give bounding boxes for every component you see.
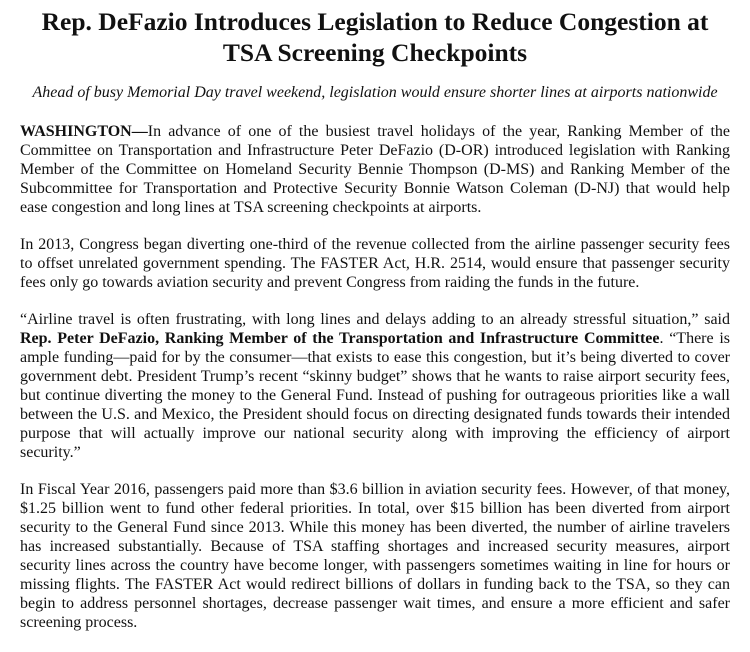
paragraph-funding: In Fiscal Year 2016, passengers paid more than $3.6 billion in aviation security fees. However, of that money, $1.25 billion went to fund other federal priorities. In total, over $15 billion has been diverted from airport security to the General Fund since 2013. While this money has been diverted, the number of airline travelers has increased substantially. Because of TSA staffing shortages and increased security measures, airport security lines across the country have become longer, with passengers sometimes waiting in line for hours or missing flights. The FASTER Act would redirect billions of dollars in funding back to the TSA, so they can begin to address personnel shortages, decrease passenger wait times, and ensure a more efficient and safer screening process. — [20, 481, 730, 631]
quote-continuation: . “There is ample funding—paid for by the consumer—that exists to ease this congestion, but it’s being diverted to cover government debt. President Trump’s recent “skinny budget” shows that he wants to raise airport security fees, but continue diverting the money to the General Fund. Instead of pushing for outrageous priorities like a wall between the U.S. and Mexico, the President should focus on directing designated funds towards their intended purpose that will actually improve our national security along with improving the efficiency of airport security.” — [20, 330, 730, 461]
paragraph-quote — [20, 310, 730, 462]
paragraph-intro-text: In advance of one of the busiest travel holidays of the year, Ranking Member of the Committee on Transportation and Infrastructure Peter DeFazio (D-OR) introduced legislation with Ranking Member of the Committee on Homeland Security Bennie Thompson (D-MS) and Ranking Member of the Subcommittee for Transportation and Protective Security Bonnie Watson Coleman (D-NJ) that would help ease congestion and long lines at TSA screening checkpoints at airports. — [20, 123, 730, 216]
headline: Rep. DeFazio Introduces Legislation to Reduce Congestion at TSA Screening Checkpoints — [41, 7, 709, 67]
paragraph-background: In 2013, Congress began diverting one-third of the revenue collected from the airline passenger security fees to offset unrelated government spending. The FASTER Act, H.R. 2514, would ensure that passenger security fees only go towards aviation security and prevent Congress from raiding the funds in the future. — [20, 236, 730, 291]
quote-opening: “Airline travel is often frustrating, with long lines and delays adding to an already stressful situation,” said — [20, 311, 730, 328]
speaker-attribution: Rep. Peter DeFazio, Ranking Member of the Transportation and Infrastructure Committee — [20, 330, 660, 347]
paragraph-intro — [20, 122, 730, 217]
subheadline: Ahead of busy Memorial Day travel weekend, legislation would ensure shorter lines at airports nationwide — [32, 84, 718, 101]
dateline: WASHINGTON— — [20, 123, 148, 140]
